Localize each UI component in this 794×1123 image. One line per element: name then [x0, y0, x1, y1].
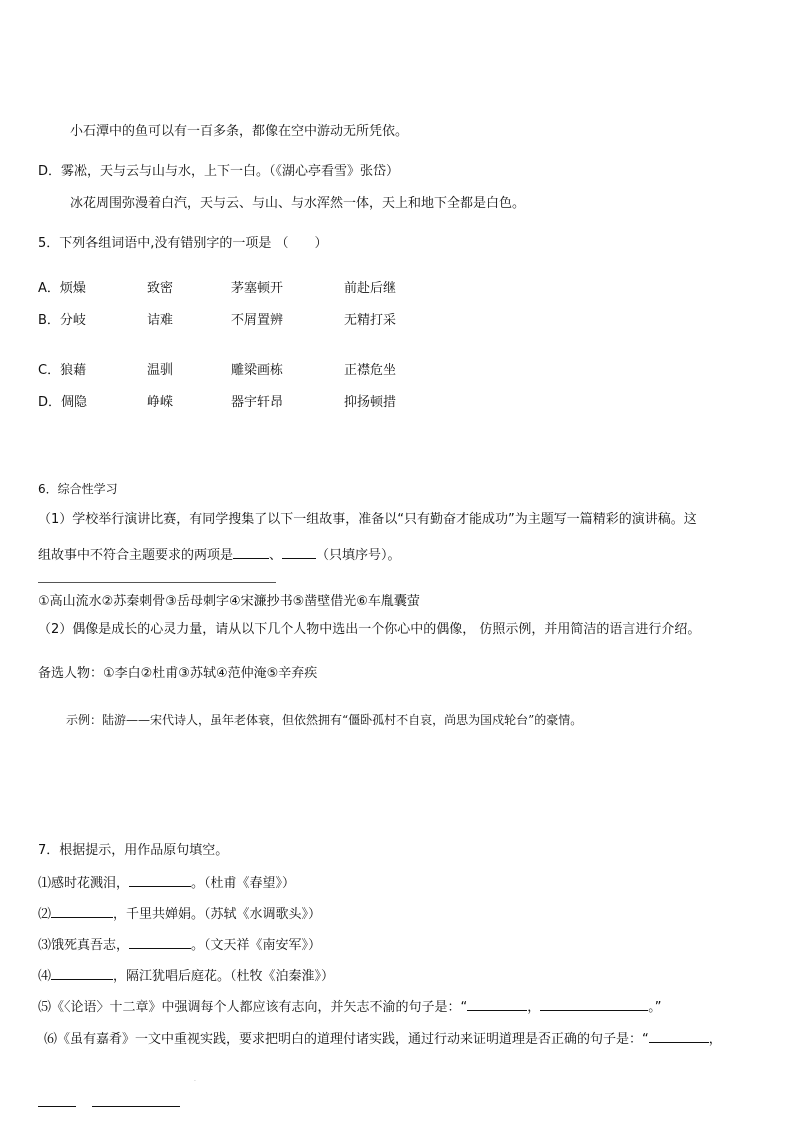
q7-item-5: [38, 998, 662, 1016]
q7-item-2-source: ，千里共婵娟。（苏轼《水调歌头》）: [113, 907, 322, 922]
q5-option-c-word-1: C．狼藉: [38, 363, 87, 378]
q7-item-4: [38, 967, 334, 985]
q7-item-3-prefix: ⑶饿死真吾志，: [38, 938, 130, 953]
q5-option-d-word-1: D．倜隐: [38, 395, 88, 410]
q6-part2-prompt: （2）偶像是成长的心灵力量，请从以下几个人物中选出一个你心中的偶像， 仿照示例，并用简洁的语言进行介绍。: [38, 622, 701, 637]
q5-option-a-word-1: A．烦燥: [38, 281, 86, 296]
question-7-title: 7．根据提示，用作品原句填空。: [38, 843, 229, 858]
q6-part1-line2: [38, 546, 401, 564]
q5-option-b-word-3: 不屑置辨: [231, 313, 284, 328]
option-d-explanation: 冰花周围弥漫着白汽，天与云、与山、与水浑然一体，天上和地下全都是白色。: [70, 196, 526, 211]
q6-part1-prefix: 组故事中不符合主题要求的两项是: [38, 548, 234, 563]
question-6-title: 6．综合性学习: [38, 482, 118, 496]
q6-part1-suffix: （只填序号）。: [316, 548, 401, 563]
q7-item-5-suffix: 。”: [648, 1000, 662, 1015]
q7-item-1-prefix: ⑴感时花溅泪，: [38, 876, 130, 891]
q5-option-c-word-4: 正襟危坐: [344, 363, 397, 378]
q7-item-3-source: 。（文天祥《南安军》）: [191, 938, 322, 953]
q7-item-2: [38, 905, 321, 923]
q7-item-2-prefix: ⑵: [38, 907, 52, 922]
q7-item-2-blank[interactable]: [51, 905, 113, 918]
q5-option-b-word-4: 无精打采: [344, 313, 397, 328]
q6-blank-separator: 、: [269, 548, 283, 563]
q7-item-1-source: 。（杜甫《春望》）: [191, 876, 296, 891]
q7-item-6: [44, 1030, 722, 1048]
q6-answer-blank-1[interactable]: [233, 546, 269, 559]
q6-part1-line1: （1）学校举行演讲比赛，有同学搜集了以下一组故事，准备以“只有勤奋才能成功”为主题写一篇精彩的演讲稿。这: [38, 512, 697, 527]
q7-item-3-blank[interactable]: [129, 936, 191, 949]
q5-option-b-word-2: 诘难: [147, 313, 174, 328]
q7-item-6-suffix: ，: [708, 1032, 722, 1047]
q5-option-a-word-3: 茅塞顿开: [231, 281, 284, 296]
q7-item-5-blank-2[interactable]: [540, 998, 648, 1011]
q7-item-6-prefix: ⑹《虽有嘉肴》一文中重视实践，要求把明白的道理付诸实践，通过行动来证明道理是否正确的句子是：“: [44, 1032, 649, 1047]
option-d-line: D．雾凇，天与云与山与水，上下一白。（《湖心亭看雪》张岱）: [38, 164, 400, 179]
option-c-explanation: 小石潭中的鱼可以有一百多条，都像在空中游动无所凭依。: [70, 124, 409, 139]
q7-item-5-separator: ，: [527, 1000, 541, 1015]
q7-item-1-blank[interactable]: [129, 874, 191, 887]
q7-item-3: [38, 936, 321, 954]
q7-item-5-blank-1[interactable]: [467, 998, 527, 1011]
q5-option-b-word-1: B．分岐: [38, 313, 86, 328]
answer-line[interactable]: [38, 582, 276, 583]
q6-answer-blank-2[interactable]: [282, 546, 316, 559]
q7-item-6-blank-3[interactable]: [92, 1106, 180, 1107]
question-5-stem: 5．下列各组词语中,没有错别字的一项是 （ ）: [38, 236, 328, 251]
q7-item-5-prefix: ⑸《〈论语〉十二章》中强调每个人都应该有志向，并矢志不渝的句子是：“: [38, 1000, 468, 1015]
q7-item-4-blank[interactable]: [51, 967, 113, 980]
q7-item-1: [38, 874, 295, 892]
q6-story-list: ①高山流水②苏秦刺骨③岳母刺字④宋濂抄书⑤凿壁借光⑥车胤囊萤: [38, 594, 420, 609]
q7-item-6-blank-1[interactable]: [649, 1030, 709, 1043]
q5-option-d-word-4: 抑扬顿措: [344, 395, 397, 410]
q7-item-6-blank-2[interactable]: [38, 1106, 76, 1107]
q6-candidates: 备选人物：①李白②杜甫③苏轼④范仲淹⑤辛弃疾: [38, 666, 318, 681]
q5-option-c-word-2: 温驯: [147, 363, 174, 378]
q7-item-4-source: ，隔江犹唱后庭花。（杜牧《泊秦淮》）: [113, 969, 335, 984]
q5-option-d-word-3: 器宇轩昂: [231, 395, 284, 410]
q5-option-a-word-2: 致密: [147, 281, 174, 296]
q5-option-a-word-4: 前赴后继: [344, 281, 397, 296]
stray-mark: ·: [194, 1078, 196, 1085]
q7-item-4-prefix: ⑷: [38, 969, 52, 984]
q6-example: 示例：陆游——宋代诗人，虽年老体衰，但依然拥有“僵卧孤村不自哀，尚思为国戍轮台”的豪情。: [66, 713, 583, 727]
q5-option-c-word-3: 雕梁画栋: [231, 363, 284, 378]
q5-option-d-word-2: 峥嵘: [147, 395, 174, 410]
